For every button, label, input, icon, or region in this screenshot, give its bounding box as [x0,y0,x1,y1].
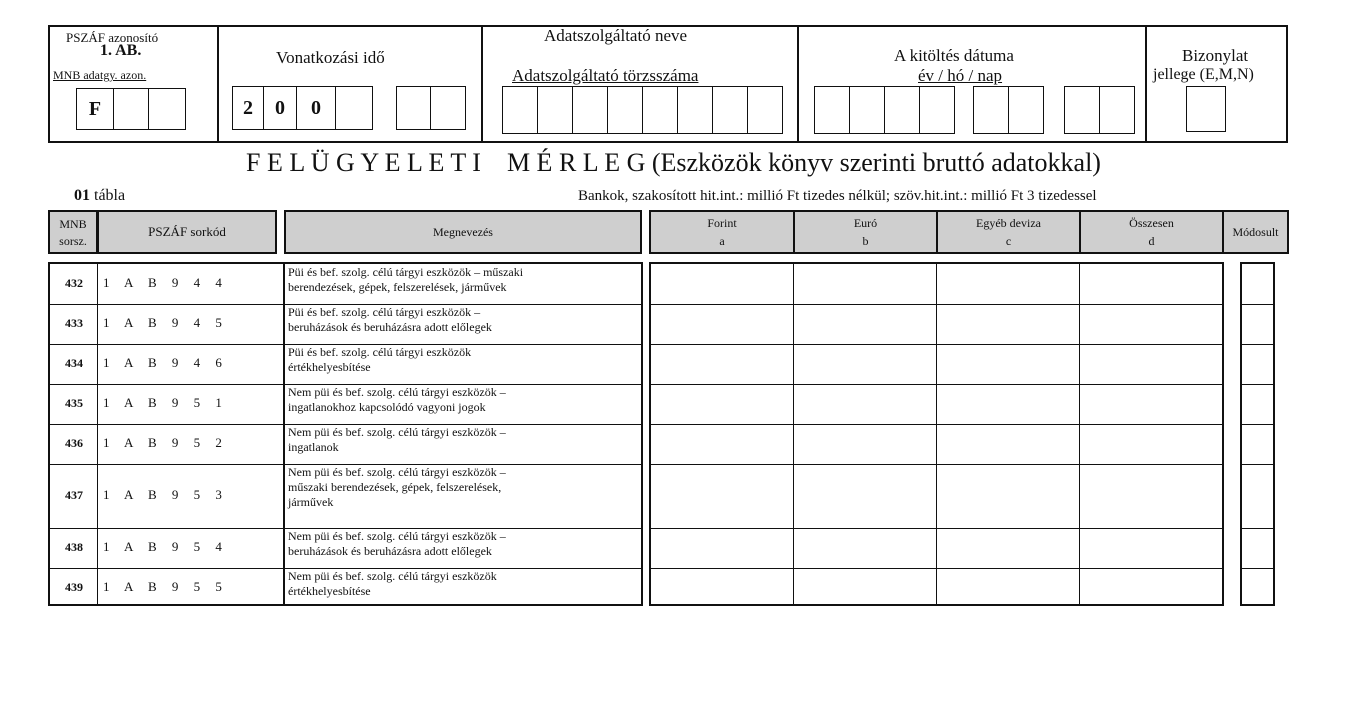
row-separator [98,304,284,305]
col-euro [793,210,938,254]
col-osszesen [1079,210,1224,254]
row-mnb-number: 436 [65,436,83,450]
col-megnevezes [284,210,642,254]
row-osszesen-field[interactable] [1080,264,1223,304]
row-egyeb-field[interactable] [937,304,1079,344]
date-month-field-2[interactable] [1008,86,1044,134]
row-description [288,305,638,335]
torzsszam-field-6[interactable] [677,86,713,134]
col-megnevezes-label: Megnevezés [433,225,493,239]
row-description-line: járművek [288,495,334,509]
row-osszesen-field[interactable] [1080,528,1223,568]
col-pszaf-sorkod-label: PSZÁF sorkód [148,224,226,239]
row-separator [98,528,284,529]
pszaf-label: PSZÁF azonosító [66,30,159,45]
header-divider-3 [797,25,799,143]
row-forint-field[interactable] [650,344,793,384]
year-field-4[interactable] [335,86,373,130]
col-osszesen-label: Összesen [1129,216,1174,230]
row-egyeb-field[interactable] [937,528,1079,568]
row-separator [49,304,97,305]
row-separator [98,464,284,465]
row-pszaf-code: 1 A B 9 4 6 [103,355,228,370]
row-mnb-number: 433 [65,316,83,330]
row-mnb-number: 435 [65,396,83,410]
table-label-num: 01 [74,187,90,204]
torzsszam-field-4[interactable] [607,86,643,134]
table-label [74,187,125,205]
row-euro-field[interactable] [794,304,936,344]
row-modosult-field[interactable] [1241,304,1274,344]
table-left-divider-2 [283,262,285,606]
row-forint-field[interactable] [650,464,793,528]
kitoltes-label: A kitöltés dátuma [894,46,1014,65]
col-osszesen-sub: d [1148,234,1155,248]
pszaf-code: 1. AB. [100,42,142,59]
row-modosult-field[interactable] [1241,568,1274,608]
month-field-2[interactable] [430,86,466,130]
row-forint-field[interactable] [650,424,793,464]
date-year-field-4[interactable] [919,86,955,134]
row-separator [98,384,284,385]
row-description-line: Nem püi és bef. szolg. célú tárgyi eszközök – [288,385,506,399]
row-osszesen-field[interactable] [1080,568,1223,608]
row-separator [98,424,284,425]
row-description [288,529,638,559]
row-osszesen-field[interactable] [1080,304,1223,344]
col-egyeb-label: Egyéb deviza [976,216,1041,230]
date-year-field-2[interactable] [849,86,885,134]
row-egyeb-field[interactable] [937,264,1079,304]
row-egyeb-field[interactable] [937,424,1079,464]
col-mnb-sorsz [48,210,98,254]
row-mnb-number: 439 [65,580,83,594]
row-euro-field[interactable] [794,528,936,568]
torzsszam-field-5[interactable] [642,86,678,134]
mnb-id-field-2[interactable] [113,88,149,130]
torzsszam-field-8[interactable] [747,86,783,134]
row-separator [98,344,284,345]
col-modosult [1222,210,1289,254]
row-mnb-number: 432 [65,276,83,290]
col-mnb-sorsz-2: sorsz. [59,234,87,248]
col-forint-sub: a [719,234,725,248]
row-forint-field[interactable] [650,568,793,608]
row-euro-field[interactable] [794,264,936,304]
row-modosult-field[interactable] [1241,464,1274,528]
col-forint-label: Forint [707,216,737,230]
row-modosult-field[interactable] [1241,264,1274,304]
row-egyeb-field[interactable] [937,344,1079,384]
row-description-line: ingatlanok [288,440,339,454]
row-modosult-field[interactable] [1241,344,1274,384]
header-divider-1 [217,25,219,143]
torzsszam-field-1[interactable] [502,86,538,134]
mnb-id-field-1[interactable]: F [76,88,114,130]
units-note: Bankok, szakosított hit.int.: millió Ft tizedes nélkül; szöv.hit.int.: millió Ft 3 tizedessel [578,188,1097,204]
row-description [288,265,638,295]
row-description-line: Nem püi és bef. szolg. célú tárgyi eszközök [288,569,497,583]
row-osszesen-field[interactable] [1080,384,1223,424]
row-description-line: Nem püi és bef. szolg. célú tárgyi eszközök – [288,529,506,543]
row-osszesen-field[interactable] [1080,464,1223,528]
bizonylat-field[interactable] [1186,86,1226,132]
row-description-line: Nem püi és bef. szolg. célú tárgyi eszközök – [288,465,506,479]
row-osszesen-field[interactable] [1080,424,1223,464]
row-separator [98,568,284,569]
header-divider-4 [1145,25,1147,143]
row-modosult-field[interactable] [1241,424,1274,464]
col-euro-sub: b [862,234,869,248]
col-mnb-sorsz-1: MNB [59,217,87,231]
col-forint [649,210,795,254]
row-separator [49,528,97,529]
row-pszaf-code: 1 A B 9 4 4 [103,275,228,290]
date-month-field-1[interactable] [973,86,1009,134]
row-pszaf-code: 1 A B 9 5 2 [103,435,228,450]
row-description-line: Püi és bef. szolg. célú tárgyi eszközök – műszaki [288,265,524,279]
row-pszaf-code: 1 A B 9 5 5 [103,579,228,594]
row-pszaf-code: 1 A B 9 5 1 [103,395,228,410]
row-description-line: berendezések, gépek, felszerelések, járművek [288,280,507,294]
mnb-label: MNB adatgy. azon. [53,68,147,82]
col-pszaf-sorkod [97,210,277,254]
adatszolgaltato-neve-label: Adatszolgáltató neve [544,26,688,45]
date-day-field-2[interactable] [1099,86,1135,134]
row-description-line: műszaki berendezések, gépek, felszerelések, [288,480,502,494]
row-egyeb-field[interactable] [937,568,1079,608]
row-mnb-number: 434 [65,356,83,370]
row-forint-field[interactable] [650,304,793,344]
row-mnb-number: 438 [65,540,83,554]
row-description-line: beruházások és beruházásra adott előlegek [288,320,492,334]
row-description-line: értékhelyesbítése [288,584,371,598]
row-forint-field[interactable] [650,384,793,424]
col-modosult-label: Módosult [1232,225,1279,239]
row-euro-field[interactable] [794,384,936,424]
row-separator [49,344,97,345]
year-field-1[interactable]: 2 [232,86,264,130]
month-field-1[interactable] [396,86,431,130]
row-description-line: Püi és bef. szolg. célú tárgyi eszközök – [288,305,481,319]
torzsszam-field-7[interactable] [712,86,748,134]
torzsszam-field-3[interactable] [572,86,608,134]
row-modosult-field[interactable] [1241,528,1274,568]
vonatkozasi-label: Vonatkozási idő [276,48,385,67]
row-modosult-field[interactable] [1241,384,1274,424]
col-euro-label: Euró [853,216,878,230]
year-field-2[interactable]: 0 [263,86,297,130]
row-separator [49,568,97,569]
row-description-line: Püi és bef. szolg. célú tárgyi eszközök [288,345,472,359]
col-egyeb [936,210,1081,254]
row-forint-field[interactable] [650,528,793,568]
row-separator [49,424,97,425]
bizonylat-sub: jellege (E,M,N) [1153,66,1254,83]
row-mnb-number: 437 [65,488,83,502]
row-forint-field[interactable] [650,264,793,304]
row-separator [49,464,97,465]
col-egyeb-sub: c [1005,234,1012,248]
row-pszaf-code: 1 A B 9 5 4 [103,539,228,554]
year-field-3[interactable]: 0 [296,86,336,130]
row-euro-field[interactable] [794,424,936,464]
row-pszaf-code: 1 A B 9 4 5 [103,315,228,330]
row-egyeb-field[interactable] [937,464,1079,528]
table-label-text: tábla [94,187,126,204]
kitoltes-sub: év / hó / nap [918,66,1003,85]
page-title: F E L Ü G Y E L E T I M É R L E G (Eszközök könyv szerinti bruttó adatokkal) [246,148,1101,177]
header-divider-2 [481,25,483,143]
row-description [288,465,638,510]
row-description [288,345,638,375]
row-description [288,385,638,415]
row-description-line: Nem püi és bef. szolg. célú tárgyi eszközök – [288,425,506,439]
mnb-id-field-3[interactable] [148,88,186,130]
date-year-field-3[interactable] [884,86,920,134]
row-description-line: beruházások és beruházásra adott előlegek [288,544,492,558]
row-egyeb-field[interactable] [937,384,1079,424]
row-osszesen-field[interactable] [1080,344,1223,384]
row-euro-field[interactable] [794,464,936,528]
row-euro-field[interactable] [794,568,936,608]
row-description-line: ingatlanokhoz kapcsolódó vagyoni jogok [288,400,486,414]
row-description-line: értékhelyesbítése [288,360,371,374]
date-year-field-1[interactable] [814,86,850,134]
row-description [288,425,638,455]
row-separator [49,384,97,385]
adatszolgaltato-torzsszama-label: Adatszolgáltató törzsszáma [512,66,699,85]
row-description [288,569,638,599]
bizonylat-label: Bizonylat [1182,46,1249,65]
torzsszam-field-2[interactable] [537,86,573,134]
row-pszaf-code: 1 A B 9 5 3 [103,487,228,502]
date-day-field-1[interactable] [1064,86,1100,134]
row-euro-field[interactable] [794,344,936,384]
